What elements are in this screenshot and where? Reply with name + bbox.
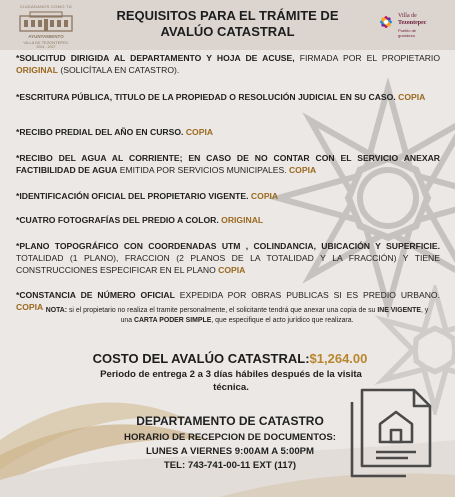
- logo-right-line3: Pueblo de: [398, 28, 417, 33]
- page-title: [110, 8, 345, 40]
- requirement-item: *ESCRITURA PÚBLICA, TITULO DE LA PROPIEDAD O RESOLUCIÓN JUDICIAL EN SU CASO. COPIA: [16, 92, 426, 102]
- delivery-period: Periodo de entrega 2 a 3 días hábiles después de la visita técnica.: [100, 369, 362, 393]
- logo-right-line1: Villa de: [398, 13, 417, 19]
- logo-right-line2: Tezontepec: [398, 20, 427, 26]
- logo-line1: AYUNTAMIENTO: [28, 34, 64, 39]
- logo-right-line4: grandeza: [398, 33, 415, 38]
- cost-amount: $1,264.00: [309, 351, 368, 366]
- note-label: NOTA:: [45, 307, 68, 314]
- requirement-item: *CONSTANCIA DE NÚMERO OFICIAL EXPEDIDA POR OBRAS PUBLICAS SI ES PREDIO URBANO. COPIA: [16, 290, 440, 312]
- requirement-item: *CUATRO FOTOGRAFÍAS DEL PREDIO A COLOR. ORIGINAL: [16, 215, 264, 225]
- phone: TEL: 743-741-00-11 EXT (117): [163, 460, 297, 471]
- requirement-item: *PLANO TOPOGRÁFICO CON COORDENADAS UTM , COLINDANCIA, UBICACIÓN Y SUPERFICIE. TOTALIDAD (1 PLANO), FRACCION (2 PLANOS DE LA TOTALIDAD Y LA FRACCIÓN) Y TIENE CONSTRUCCIONES ESPECIFICAR EN EL PLANO COPIA: [16, 241, 440, 275]
- building-icon: [18, 10, 74, 32]
- schedule-label: HORARIO DE RECEPCION DE DOCUMENTOS:: [124, 432, 336, 443]
- cost-line: [60, 351, 400, 366]
- requirement-item: *IDENTIFICACIÓN OFICIAL DEL PROPIETARIO VIGENTE. COPIA: [16, 191, 279, 201]
- header-band: [0, 0, 455, 50]
- requirement-item: *RECIBO PREDIAL DEL AÑO EN CURSO. COPIA: [16, 127, 214, 137]
- title-line2: AVALÚO CATASTRAL: [160, 24, 295, 39]
- office-hours: LUNES A VIERNES 9:00AM A 5:00PM: [145, 446, 315, 457]
- flower-icon: [376, 12, 396, 32]
- house-document-icon: [346, 380, 442, 480]
- logo-line2: VILLA DE TEZONTEPEC: [23, 40, 69, 45]
- cost-label: COSTO DEL AVALÚO CATASTRAL:: [92, 351, 310, 366]
- requirement-item: *SOLICITUD DIRIGIDA AL DEPARTAMENTO Y HOJA DE ACUSE, FIRMADA POR EL PROPIETARIO ORIGINAL (SOLICÍTALA EN CATASTRO).: [16, 53, 440, 75]
- note: NOTA: si el propietario no realiza el tramite personalmente, el solicitante tendrá que anexar una copia de su INE VIGENTE, y una CARTA PODER SIMPLE, que especifique el acto jurídico que realizara.: [45, 307, 429, 324]
- logo-line3: 2024 - 2027: [36, 45, 56, 49]
- department-title: DEPARTAMENTO DE CATASTRO: [136, 414, 324, 428]
- requirement-item: *RECIBO DEL AGUA AL CORRIENTE; EN CASO DE NO CONTAR CON EL SERVICIO ANEXAR FACTIBILIDAD DE AGUA EMITIDA POR SERVICIOS MUNICIPALES. COPIA: [16, 153, 440, 175]
- municipality-logo: [8, 4, 84, 48]
- title-line1: REQUISITOS PARA EL TRÁMITE DE: [116, 8, 339, 23]
- logo-motto: CIUDADANOS COMO TÚ: [20, 4, 72, 9]
- tezontepec-logo: [376, 10, 452, 40]
